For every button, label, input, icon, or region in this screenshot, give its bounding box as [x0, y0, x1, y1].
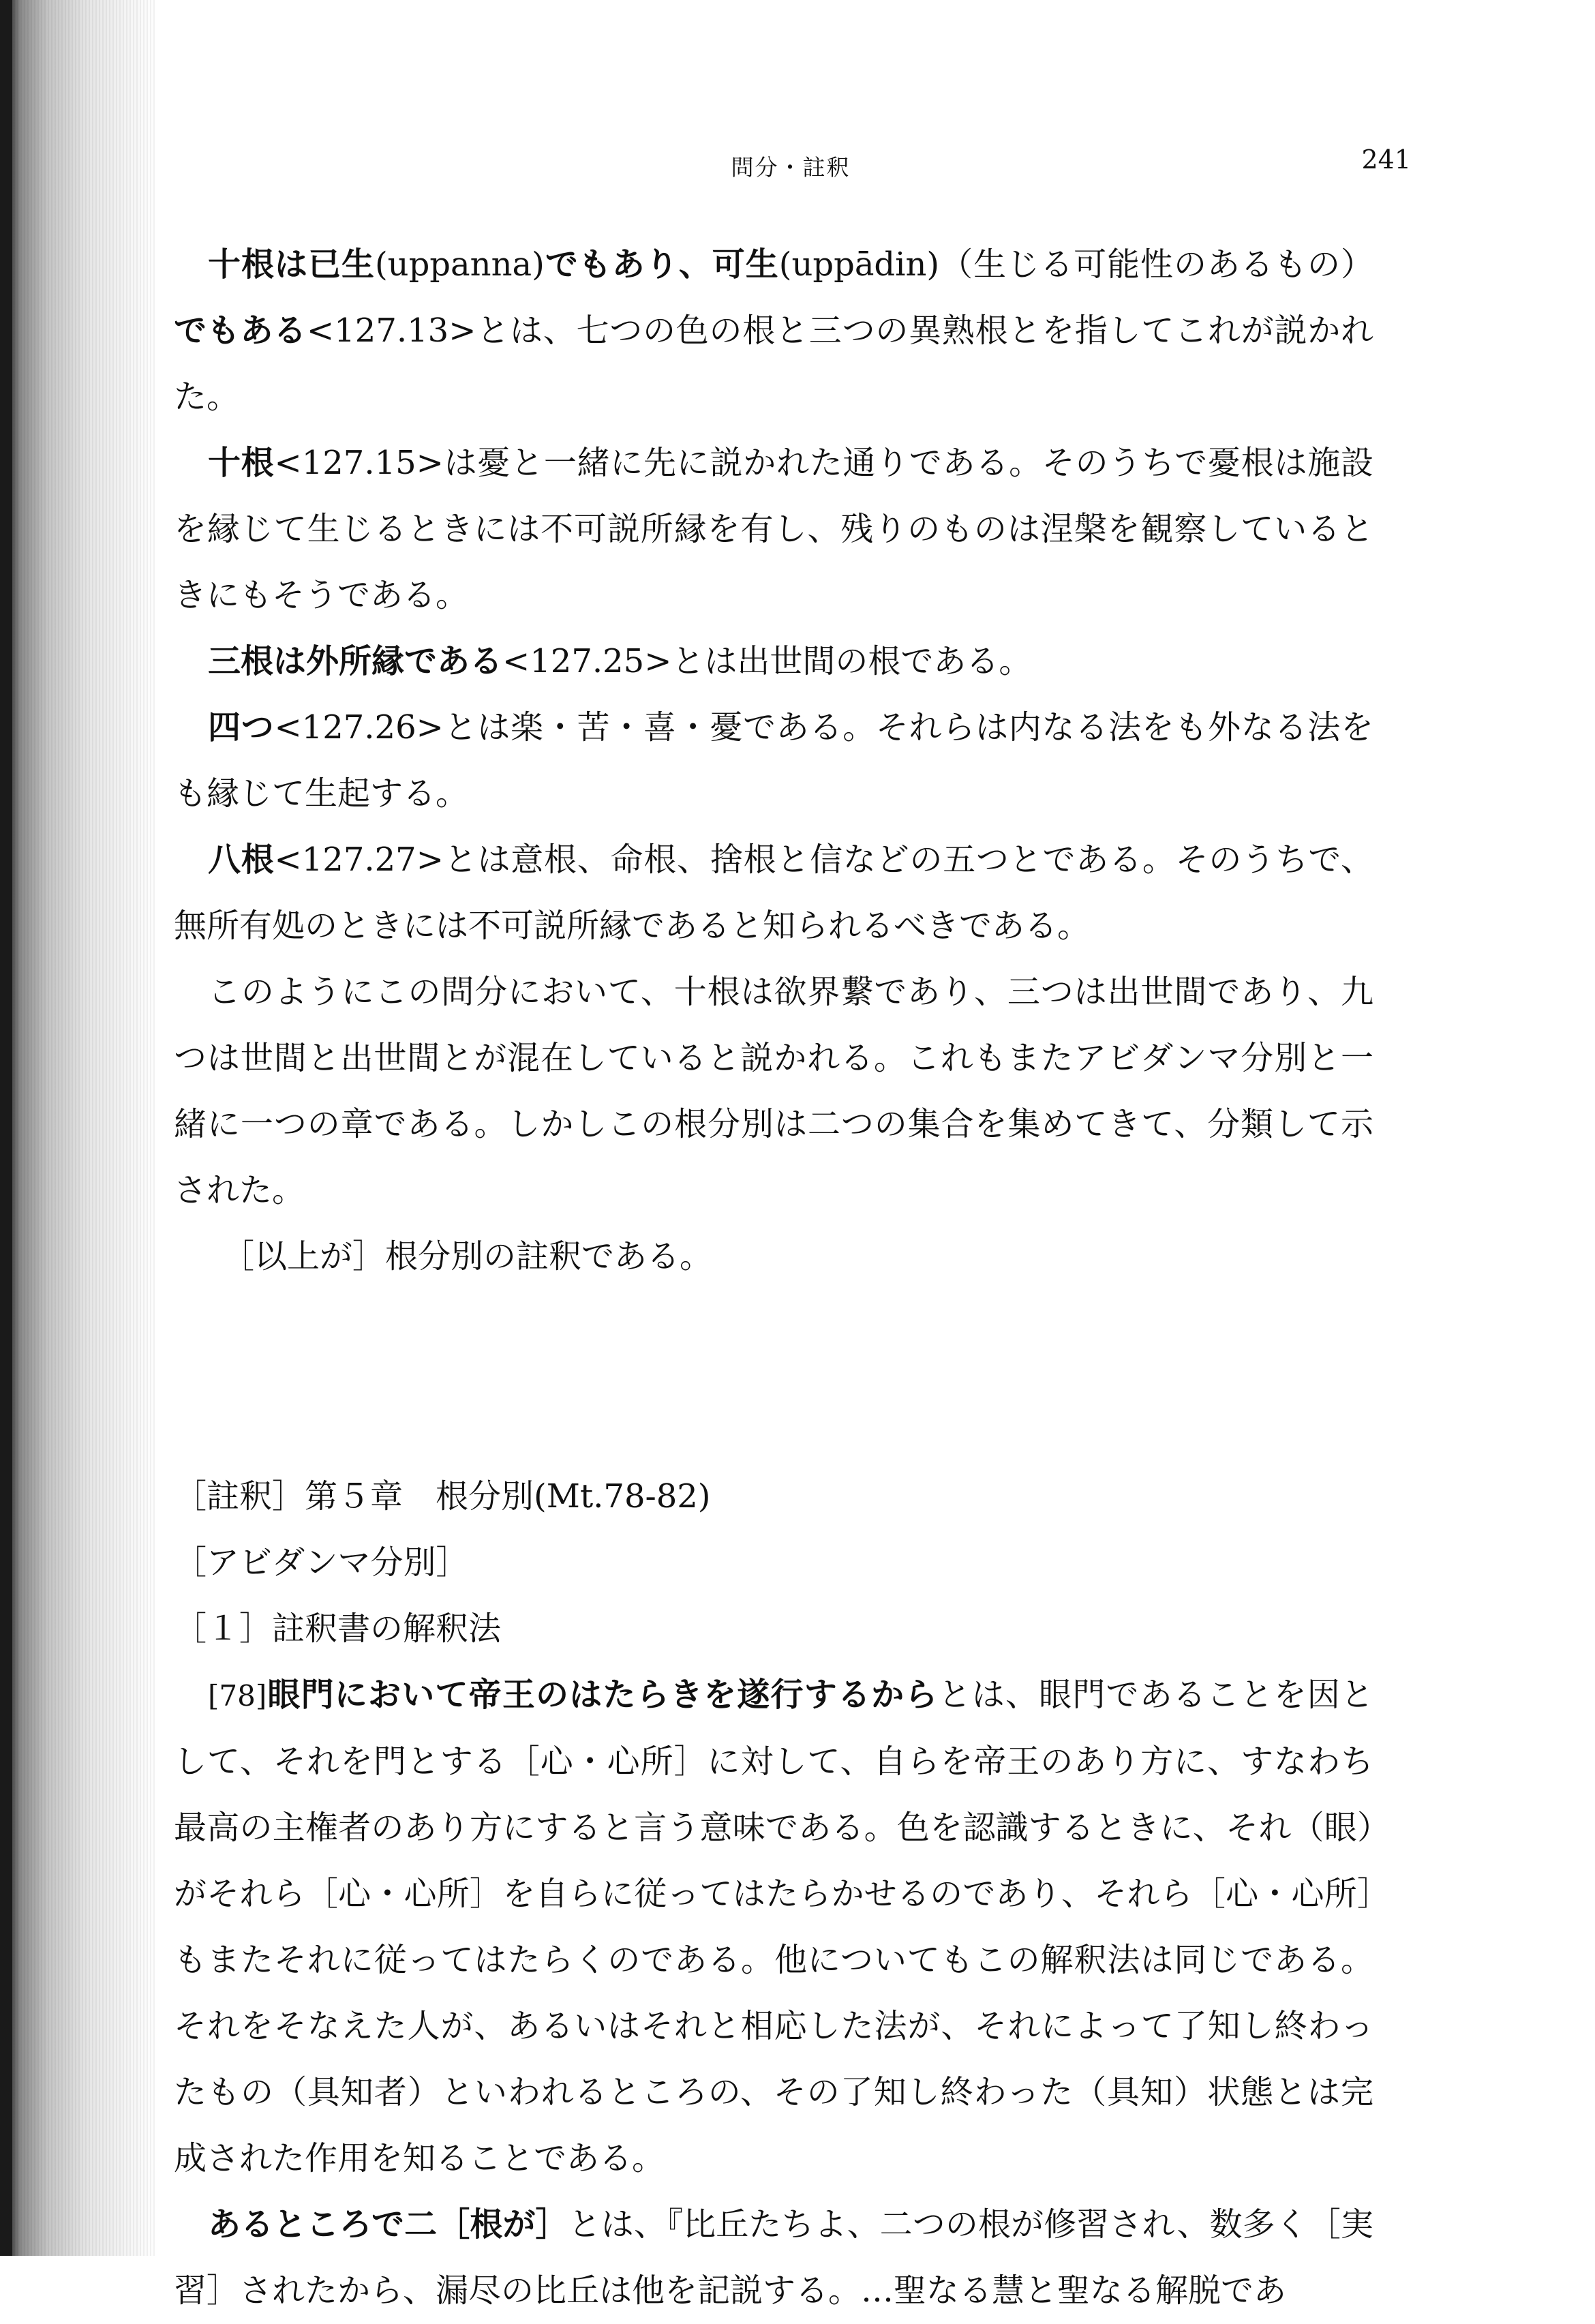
paragraph-1 — [174, 232, 1373, 430]
commentary-paragraph-1 — [174, 1662, 1373, 2192]
bold-term: 十根は已生 — [208, 245, 375, 284]
section-gap — [174, 1290, 1373, 1464]
scan-binding-shadow — [0, 0, 157, 2256]
bold-term: 八根 — [208, 841, 275, 879]
page-header — [170, 145, 1411, 185]
paragraph-text: <127.15>は憂と一緒に先に説かれた通りである。そのうちで憂根は施設を縁じて生じるときには不可説所縁を有し、残りのものは涅槃を観察しているときにもそうである。 — [174, 444, 1373, 614]
scan-binding-edge — [0, 0, 12, 2256]
paragraph-text: とは、眼門であることを因として、それを門とする［心・心所］に対して、自らを帝王のあり方に、すなわち最高の主権者のあり方にすると言う意味である。色を認識するときに、それ（眼）がそれら［心・心所］を自らに従ってはたらかせるのであり、それら［心・心所］もまたそれに従ってはたらくのである。他についてもこの解釈法は同じである。それをそなえた人が、あるいはそれと相応した法が、それによって了知し終わったもの（具知者）といわれるところの、その了知し終わった（具知）状態とは完成された作用を知ることである。 — [174, 1676, 1373, 2177]
paragraph-text: <127.13>とは、七つの色の根と三つの異熟根とを指してこれが説かれた。 — [174, 312, 1373, 416]
paragraph-number: [78] — [208, 1679, 267, 1712]
paragraph-text: <127.26>とは楽・苦・喜・憂である。それらは内なる法をも外なる法をも縁じて生起する。 — [174, 708, 1373, 813]
section-title: ［註釈］第５章 根分別(Mt.78-82) — [174, 1477, 711, 1515]
paragraph-5 — [174, 827, 1373, 959]
paragraph-text: ［以上が］根分別の註釈である。 — [222, 1237, 713, 1276]
section-subtitle: ［アビダンマ分別］ — [174, 1543, 469, 1582]
subsection-title: ［１］註釈書の解釈法 — [174, 1610, 502, 1648]
page-body — [174, 232, 1373, 2324]
paragraph-4 — [174, 695, 1373, 827]
bold-term: 眼門において帝王のはたらきを遂行するから — [267, 1676, 939, 1714]
bold-term: でもあり、可生 — [544, 245, 779, 284]
running-head: 問分・註釈 — [731, 154, 851, 181]
paragraph-7 — [174, 1224, 1373, 1290]
commentary-paragraph-2 — [174, 2192, 1373, 2324]
paragraph-6 — [174, 959, 1373, 1224]
bold-term: でもある — [174, 312, 307, 350]
pali-term: (uppanna) — [374, 245, 545, 284]
paragraph-text: このようにこの問分において、十根は欲界繋であり、三つは出世間であり、九つは世間と出世間とが混在していると説かれる。これもまたアビダンマ分別と一緒に一つの章である。しかしこの根分別は二つの集合を集めてきて、分類して示された。 — [174, 973, 1373, 1209]
bold-term: あるところで二［根が］ — [208, 2205, 568, 2244]
paragraph-2 — [174, 430, 1373, 629]
paragraph-3 — [174, 629, 1373, 695]
paragraph-text: <127.25>とは出世間の根である。 — [502, 642, 1032, 680]
bold-term: 三根は外所縁である — [208, 642, 503, 680]
paragraph-text: <127.27>とは意根、命根、捨根と信などの五つとである。そのうちで、無所有処のときには不可説所縁であると知られるべきである。 — [174, 841, 1373, 945]
paragraph-text: とは、『比丘たちよ、二つの根が修習され、数多く［実習］されたから、漏尽の比丘は他を記説する。…聖なる慧と聖なる解脱であ — [174, 2205, 1373, 2310]
pali-term: (uppādin)（生じる可能性のあるもの） — [778, 245, 1373, 284]
bold-term: 四つ — [208, 708, 275, 746]
page-number: 241 — [1361, 145, 1411, 175]
bold-term: 十根 — [208, 444, 275, 482]
